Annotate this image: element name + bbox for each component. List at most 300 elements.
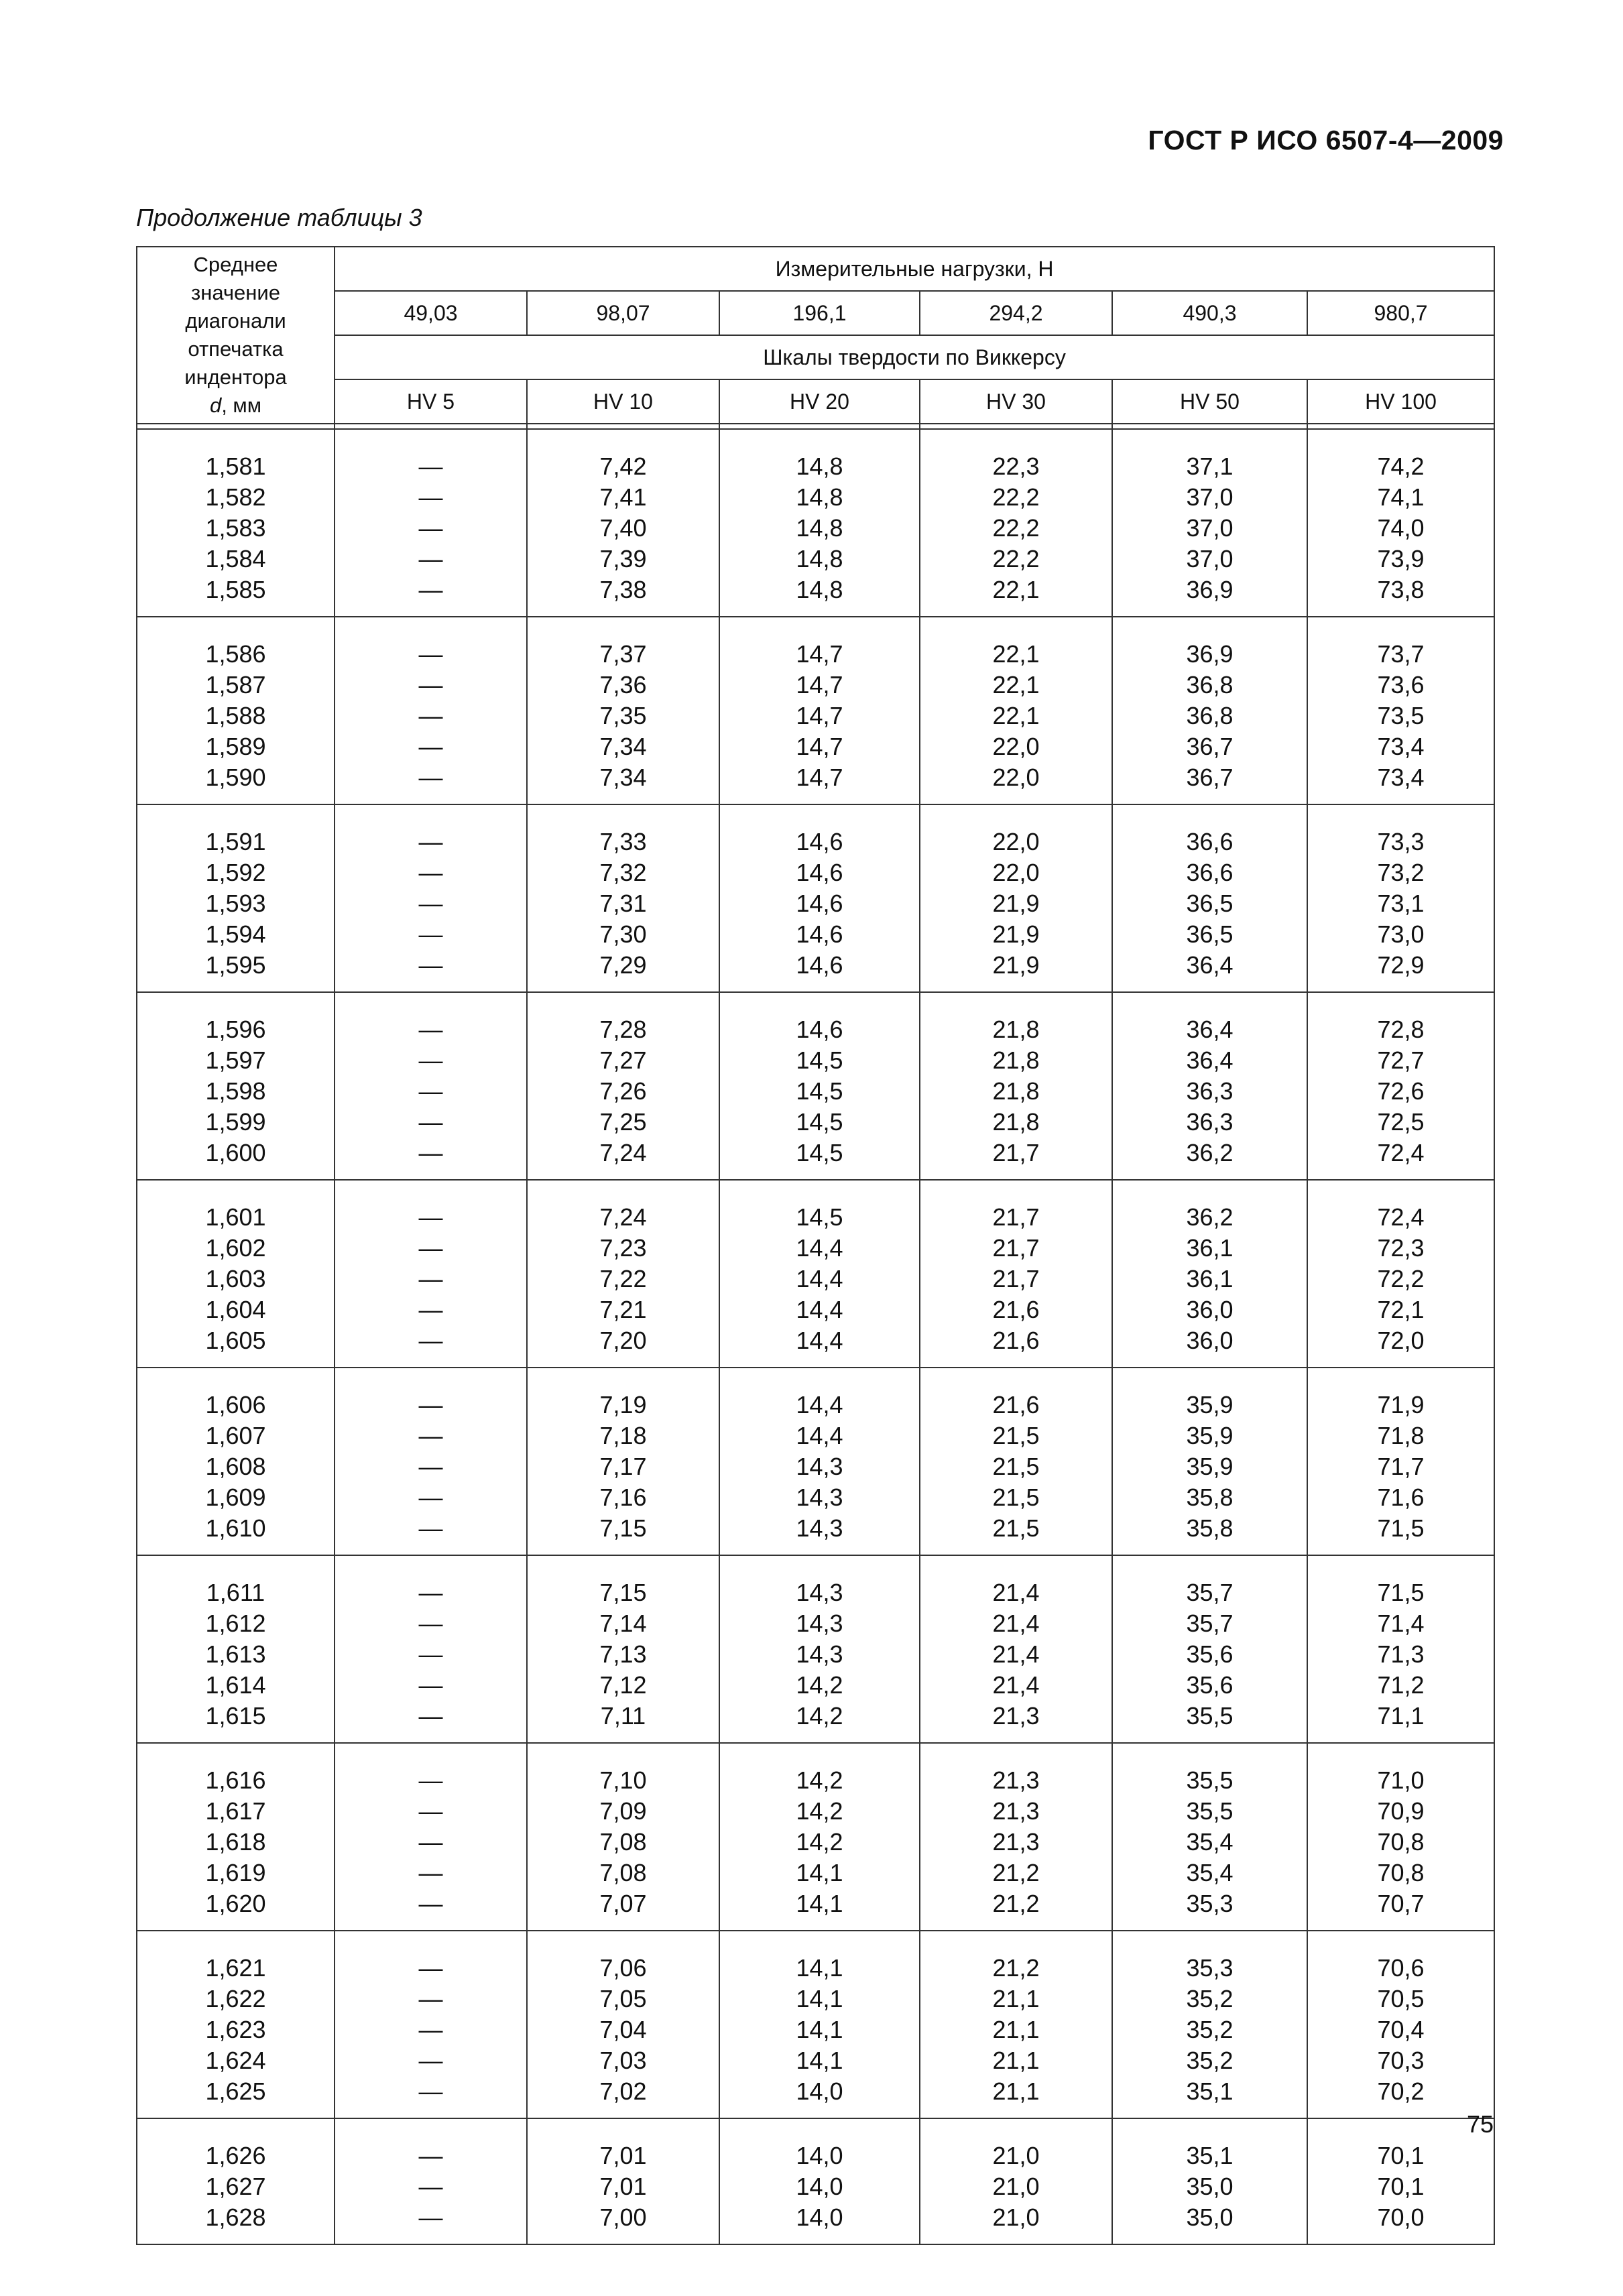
hardness-value: 14,8: [796, 483, 843, 511]
diagonal-unit: , мм: [221, 394, 262, 417]
hardness-value: —: [418, 828, 443, 855]
hardness-value: 14,5: [796, 1203, 843, 1231]
diagonal-value: 1,607: [205, 1422, 266, 1449]
diagonal-value: 1,593: [205, 890, 266, 917]
hardness-value: 71,5: [1377, 1514, 1425, 1542]
hardness-value: 74,1: [1377, 483, 1425, 511]
row-group: [137, 1368, 1494, 1555]
hardness-value: —: [418, 890, 443, 917]
hardness-value: 7,25: [599, 1108, 647, 1136]
load-value: 98,07: [527, 291, 719, 335]
hardness-cell: [920, 1368, 1112, 1555]
hardness-value: 14,0: [796, 2077, 843, 2105]
hardness-value: 21,8: [992, 1016, 1040, 1043]
hardness-value: 35,5: [1186, 1766, 1234, 1794]
hardness-value: 14,4: [796, 1327, 843, 1354]
hardness-value: 21,6: [992, 1327, 1040, 1354]
scale-label: HV 30: [920, 379, 1112, 424]
hardness-value: 35,4: [1186, 1828, 1234, 1856]
hardness-value: 37,0: [1186, 545, 1234, 572]
hardness-value: 36,5: [1186, 890, 1234, 917]
hardness-value: 71,0: [1377, 1766, 1425, 1794]
hardness-value: 7,20: [599, 1327, 647, 1354]
hardness-value: 21,1: [992, 2016, 1040, 2043]
hardness-value: 7,04: [599, 2016, 647, 2043]
row-group: [137, 1555, 1494, 1743]
hardness-value: 14,8: [796, 514, 843, 542]
hardness-value: —: [418, 576, 443, 603]
hardness-value: 7,02: [599, 2077, 647, 2105]
hardness-value: 37,0: [1186, 514, 1234, 542]
hardness-value: —: [418, 1859, 443, 1886]
hardness-value: 7,07: [599, 1890, 647, 1917]
hardness-value: —: [418, 1702, 443, 1730]
hardness-value: 7,26: [599, 1077, 647, 1105]
hardness-cell: [1112, 1180, 1307, 1368]
hardness-value: 21,7: [992, 1139, 1040, 1166]
page-number: 75: [1466, 2110, 1494, 2138]
hardness-value: 14,2: [796, 1766, 843, 1794]
diagonal-value: 1,599: [205, 1108, 266, 1136]
row-group: [137, 804, 1494, 992]
hardness-value: 14,1: [796, 1890, 843, 1917]
hardness-value: —: [418, 702, 443, 729]
hardness-cell: [1307, 804, 1494, 992]
hardness-value: 14,6: [796, 828, 843, 855]
hardness-value: —: [418, 1610, 443, 1637]
diagonal-value: 1,601: [205, 1203, 266, 1231]
hardness-value: 35,2: [1186, 2016, 1234, 2043]
hardness-value: 21,4: [992, 1610, 1040, 1637]
hardness-value: 73,2: [1377, 859, 1425, 886]
hardness-cell: [1112, 617, 1307, 804]
diagonal-value: 1,596: [205, 1016, 266, 1043]
hardness-value: 7,39: [599, 545, 647, 572]
hardness-value: —: [418, 1579, 443, 1606]
hardness-value: 22,1: [992, 702, 1040, 729]
diagonal-value: 1,590: [205, 764, 266, 791]
hardness-value: 21,7: [992, 1203, 1040, 1231]
scale-label: HV 50: [1112, 379, 1307, 424]
table-row: [137, 617, 1494, 804]
hardness-value: 36,4: [1186, 1046, 1234, 1074]
diagonal-value: 1,628: [205, 2203, 266, 2231]
hardness-value: 74,2: [1377, 452, 1425, 480]
hardness-value: 7,42: [599, 452, 647, 480]
hardness-value: 70,6: [1377, 1954, 1425, 1982]
diagonal-cell: [137, 804, 335, 992]
hardness-value: 71,3: [1377, 1640, 1425, 1668]
hardness-value: 36,1: [1186, 1265, 1234, 1292]
hardness-value: 36,0: [1186, 1296, 1234, 1323]
hardness-value: —: [418, 1139, 443, 1166]
hardness-value: 36,3: [1186, 1108, 1234, 1136]
hardness-cell: [1307, 429, 1494, 617]
hardness-value: —: [418, 1985, 443, 2012]
hardness-value: 70,2: [1377, 2077, 1425, 2105]
hardness-cell: [719, 1931, 920, 2118]
hardness-value: 14,5: [796, 1139, 843, 1166]
hardness-value: 21,3: [992, 1797, 1040, 1825]
hardness-value: 7,35: [599, 702, 647, 729]
hardness-value: 35,3: [1186, 1954, 1234, 1982]
table-row: [137, 804, 1494, 992]
hardness-value: 73,1: [1377, 890, 1425, 917]
hardness-value: —: [418, 483, 443, 511]
hardness-value: 37,0: [1186, 483, 1234, 511]
diagonal-value: 1,582: [205, 483, 266, 511]
diagonal-header-line: значение: [191, 281, 280, 304]
hardness-value: 72,1: [1377, 1296, 1425, 1323]
hardness-cell: [920, 992, 1112, 1180]
hardness-value: 35,1: [1186, 2142, 1234, 2169]
hardness-value: 7,12: [599, 1671, 647, 1699]
diagonal-value: 1,594: [205, 920, 266, 948]
hardness-value: 71,6: [1377, 1484, 1425, 1511]
hardness-value: 14,5: [796, 1077, 843, 1105]
diagonal-value: 1,609: [205, 1484, 266, 1511]
diagonal-value: 1,619: [205, 1859, 266, 1886]
hardness-value: 35,9: [1186, 1453, 1234, 1480]
hardness-value: 72,2: [1377, 1265, 1425, 1292]
hardness-value: 14,3: [796, 1514, 843, 1542]
hardness-value: 71,4: [1377, 1610, 1425, 1637]
row-group: [137, 1931, 1494, 2118]
hardness-value: 35,0: [1186, 2173, 1234, 2200]
hardness-value: 72,9: [1377, 951, 1425, 979]
hardness-cell: [1112, 1931, 1307, 2118]
hardness-value: 21,4: [992, 1640, 1040, 1668]
hardness-cell: [1112, 804, 1307, 992]
diagonal-column-header: [137, 247, 335, 424]
hardness-value: 14,8: [796, 576, 843, 603]
hardness-value: 21,3: [992, 1766, 1040, 1794]
hardness-value: 73,6: [1377, 671, 1425, 699]
hardness-value: 35,6: [1186, 1671, 1234, 1699]
hardness-cell: [719, 2118, 920, 2244]
hardness-value: 35,1: [1186, 2077, 1234, 2105]
hardness-value: 14,1: [796, 1954, 843, 1982]
hardness-value: —: [418, 920, 443, 948]
diagonal-value: 1,623: [205, 2016, 266, 2043]
scale-label: HV 10: [527, 379, 719, 424]
hardness-value: 21,4: [992, 1671, 1040, 1699]
hardness-value: 35,4: [1186, 1859, 1234, 1886]
hardness-value: 21,5: [992, 1453, 1040, 1480]
diagonal-value: 1,600: [205, 1139, 266, 1166]
hardness-value: 21,9: [992, 890, 1040, 917]
diagonal-cell: [137, 617, 335, 804]
hardness-value: 73,4: [1377, 764, 1425, 791]
hardness-value: 7,00: [599, 2203, 647, 2231]
diagonal-value: 1,604: [205, 1296, 266, 1323]
diagonal-cell: [137, 1555, 335, 1743]
scale-label: HV 20: [719, 379, 920, 424]
hardness-value: 14,4: [796, 1391, 843, 1418]
hardness-cell: [335, 2118, 527, 2244]
hardness-value: —: [418, 514, 443, 542]
hardness-value: —: [418, 1203, 443, 1231]
diagonal-symbol: d: [209, 394, 222, 417]
hardness-value: 7,24: [599, 1139, 647, 1166]
hardness-value: 7,23: [599, 1234, 647, 1262]
diagonal-value: 1,620: [205, 1890, 266, 1917]
loads-title: Измерительные нагрузки, Н: [335, 247, 1494, 291]
load-value: 294,2: [920, 291, 1112, 335]
hardness-value: 22,0: [992, 859, 1040, 886]
hardness-cell: [920, 617, 1112, 804]
hardness-value: —: [418, 1391, 443, 1418]
hardness-value: —: [418, 1671, 443, 1699]
hardness-value: —: [418, 1234, 443, 1262]
hardness-value: 7,27: [599, 1046, 647, 1074]
hardness-value: 7,28: [599, 1016, 647, 1043]
hardness-value: —: [418, 1016, 443, 1043]
hardness-value: 21,0: [992, 2142, 1040, 2169]
hardness-value: 35,9: [1186, 1422, 1234, 1449]
hardness-cell: [1112, 429, 1307, 617]
hardness-value: 14,2: [796, 1828, 843, 1856]
hardness-value: —: [418, 1640, 443, 1668]
hardness-cell: [335, 429, 527, 617]
hardness-cell: [335, 1555, 527, 1743]
hardness-value: 14,3: [796, 1640, 843, 1668]
hardness-cell: [335, 1743, 527, 1931]
hardness-cell: [527, 1555, 719, 1743]
diagonal-value: 1,587: [205, 671, 266, 699]
hardness-value: 22,1: [992, 640, 1040, 668]
hardness-cell: [527, 1931, 719, 2118]
diagonal-value: 1,617: [205, 1797, 266, 1825]
hardness-value: 14,0: [796, 2142, 843, 2169]
hardness-value: 36,6: [1186, 859, 1234, 886]
hardness-value: 70,4: [1377, 2016, 1425, 2043]
diagonal-cell: [137, 1743, 335, 1931]
hardness-value: 22,2: [992, 483, 1040, 511]
hardness-value: 22,2: [992, 514, 1040, 542]
hardness-value: —: [418, 1954, 443, 1982]
hardness-cell: [920, 1555, 1112, 1743]
hardness-value: 73,0: [1377, 920, 1425, 948]
diagonal-value: 1,585: [205, 576, 266, 603]
hardness-value: 70,9: [1377, 1797, 1425, 1825]
hardness-value: 36,2: [1186, 1203, 1234, 1231]
hardness-value: 14,5: [796, 1046, 843, 1074]
hardness-value: —: [418, 2077, 443, 2105]
table-row: [137, 1743, 1494, 1931]
hardness-value: —: [418, 1422, 443, 1449]
hardness-value: 7,22: [599, 1265, 647, 1292]
diagonal-value: 1,595: [205, 951, 266, 979]
hardness-value: 71,1: [1377, 1702, 1425, 1730]
diagonal-value: 1,589: [205, 733, 266, 760]
hardness-value: 7,37: [599, 640, 647, 668]
hardness-value: —: [418, 452, 443, 480]
diagonal-header-line: отпечатка: [188, 337, 284, 361]
hardness-value: 36,2: [1186, 1139, 1234, 1166]
hardness-value: 36,9: [1186, 640, 1234, 668]
hardness-cell: [920, 1743, 1112, 1931]
hardness-value: 21,6: [992, 1391, 1040, 1418]
hardness-value: 22,2: [992, 545, 1040, 572]
document-id: ГОСТ Р ИСО 6507-4—2009: [1148, 125, 1504, 156]
hardness-value: 14,7: [796, 671, 843, 699]
hardness-cell: [527, 804, 719, 992]
hardness-value: 7,38: [599, 576, 647, 603]
hardness-value: —: [418, 1514, 443, 1542]
hardness-value: 14,7: [796, 640, 843, 668]
hardness-value: 74,0: [1377, 514, 1425, 542]
table-row: [137, 1555, 1494, 1743]
hardness-cell: [335, 992, 527, 1180]
hardness-value: 7,29: [599, 951, 647, 979]
hardness-value: —: [418, 764, 443, 791]
hardness-value: 21,7: [992, 1234, 1040, 1262]
hardness-value: 70,1: [1377, 2142, 1425, 2169]
diagonal-value: 1,627: [205, 2173, 266, 2200]
hardness-value: 22,0: [992, 828, 1040, 855]
hardness-value: 36,4: [1186, 951, 1234, 979]
hardness-value: —: [418, 1453, 443, 1480]
hardness-value: 21,9: [992, 951, 1040, 979]
hardness-cell: [719, 1743, 920, 1931]
hardness-value: 7,01: [599, 2173, 647, 2200]
scale-label: HV 100: [1307, 379, 1494, 424]
hardness-value: 71,9: [1377, 1391, 1425, 1418]
hardness-value: 36,7: [1186, 733, 1234, 760]
load-value: 490,3: [1112, 291, 1307, 335]
table-row: [137, 1368, 1494, 1555]
diagonal-value: 1,613: [205, 1640, 266, 1668]
hardness-value: 37,1: [1186, 452, 1234, 480]
diagonal-value: 1,614: [205, 1671, 266, 1699]
diagonal-cell: [137, 1368, 335, 1555]
diagonal-header-line: [137, 391, 334, 420]
hardness-value: 73,4: [1377, 733, 1425, 760]
hardness-value: 36,7: [1186, 764, 1234, 791]
diagonal-cell: [137, 1180, 335, 1368]
hardness-value: 72,7: [1377, 1046, 1425, 1074]
diagonal-value: 1,611: [206, 1579, 265, 1606]
hardness-value: 21,1: [992, 2077, 1040, 2105]
hardness-cell: [335, 617, 527, 804]
table-row: [137, 1931, 1494, 2118]
hardness-value: 35,5: [1186, 1702, 1234, 1730]
hardness-value: 7,08: [599, 1859, 647, 1886]
hardness-value: 36,4: [1186, 1016, 1234, 1043]
hardness-value: 35,6: [1186, 1640, 1234, 1668]
hardness-cell: [1307, 1931, 1494, 2118]
row-group: [137, 617, 1494, 804]
hardness-value: —: [418, 1828, 443, 1856]
hardness-cell: [1112, 1743, 1307, 1931]
hardness-value: 72,4: [1377, 1203, 1425, 1231]
hardness-cell: [1307, 1743, 1494, 1931]
hardness-value: 73,3: [1377, 828, 1425, 855]
hardness-value: 14,2: [796, 1797, 843, 1825]
hardness-value: 14,6: [796, 890, 843, 917]
hardness-value: 36,8: [1186, 671, 1234, 699]
hardness-value: 72,6: [1377, 1077, 1425, 1105]
load-value: 196,1: [719, 291, 920, 335]
hardness-cell: [1307, 1180, 1494, 1368]
diagonal-header-line: индентора: [184, 365, 287, 389]
hardness-cell: [1307, 992, 1494, 1180]
hardness-cell: [1112, 1368, 1307, 1555]
hardness-value: —: [418, 1108, 443, 1136]
hardness-value: 36,3: [1186, 1077, 1234, 1105]
diagonal-value: 1,624: [205, 2047, 266, 2074]
hardness-value: 14,3: [796, 1610, 843, 1637]
diagonal-value: 1,592: [205, 859, 266, 886]
hardness-value: —: [418, 640, 443, 668]
hardness-value: 21,3: [992, 1702, 1040, 1730]
hardness-value: 72,8: [1377, 1016, 1425, 1043]
hardness-value: 22,0: [992, 764, 1040, 791]
hardness-value: 21,7: [992, 1265, 1040, 1292]
hardness-cell: [920, 1931, 1112, 2118]
hardness-cell: [719, 1368, 920, 1555]
hardness-cell: [920, 429, 1112, 617]
hardness-value: 14,8: [796, 452, 843, 480]
diagonal-value: 1,621: [205, 1954, 266, 1982]
diagonal-cell: [137, 1931, 335, 2118]
hardness-value: 35,7: [1186, 1610, 1234, 1637]
hardness-value: 7,34: [599, 764, 647, 791]
hardness-cell: [527, 1743, 719, 1931]
hardness-value: 36,6: [1186, 828, 1234, 855]
diagonal-value: 1,598: [205, 1077, 266, 1105]
hardness-value: 36,5: [1186, 920, 1234, 948]
hardness-value: —: [418, 859, 443, 886]
diagonal-value: 1,603: [205, 1265, 266, 1292]
hardness-value: 73,8: [1377, 576, 1425, 603]
hardness-value: 14,4: [796, 1234, 843, 1262]
table-row: [137, 1180, 1494, 1368]
hardness-value: 22,1: [992, 671, 1040, 699]
hardness-value: 7,06: [599, 1954, 647, 1982]
diagonal-value: 1,588: [205, 702, 266, 729]
hardness-value: 14,6: [796, 951, 843, 979]
hardness-value: 7,10: [599, 1766, 647, 1794]
hardness-value: 72,5: [1377, 1108, 1425, 1136]
hardness-value: 7,34: [599, 733, 647, 760]
diagonal-header-line: диагонали: [185, 309, 286, 333]
hardness-cell: [527, 429, 719, 617]
hardness-cell: [719, 1180, 920, 1368]
diagonal-value: 1,583: [205, 514, 266, 542]
hardness-cell: [1307, 617, 1494, 804]
hardness-value: 21,9: [992, 920, 1040, 948]
hardness-value: —: [418, 1484, 443, 1511]
row-group: [137, 1743, 1494, 1931]
row-group: [137, 429, 1494, 617]
hardness-value: 21,5: [992, 1484, 1040, 1511]
hardness-cell: [719, 1555, 920, 1743]
hardness-value: 21,3: [992, 1828, 1040, 1856]
hardness-value: 70,7: [1377, 1890, 1425, 1917]
hardness-value: 14,4: [796, 1296, 843, 1323]
hardness-value: 36,0: [1186, 1327, 1234, 1354]
row-group: [137, 992, 1494, 1180]
hardness-value: 73,5: [1377, 702, 1425, 729]
hardness-value: 21,5: [992, 1514, 1040, 1542]
hardness-cell: [920, 1180, 1112, 1368]
hardness-value: 14,3: [796, 1453, 843, 1480]
hardness-cell: [527, 1368, 719, 1555]
table-row: [137, 992, 1494, 1180]
hardness-cell: [1112, 2118, 1307, 2244]
